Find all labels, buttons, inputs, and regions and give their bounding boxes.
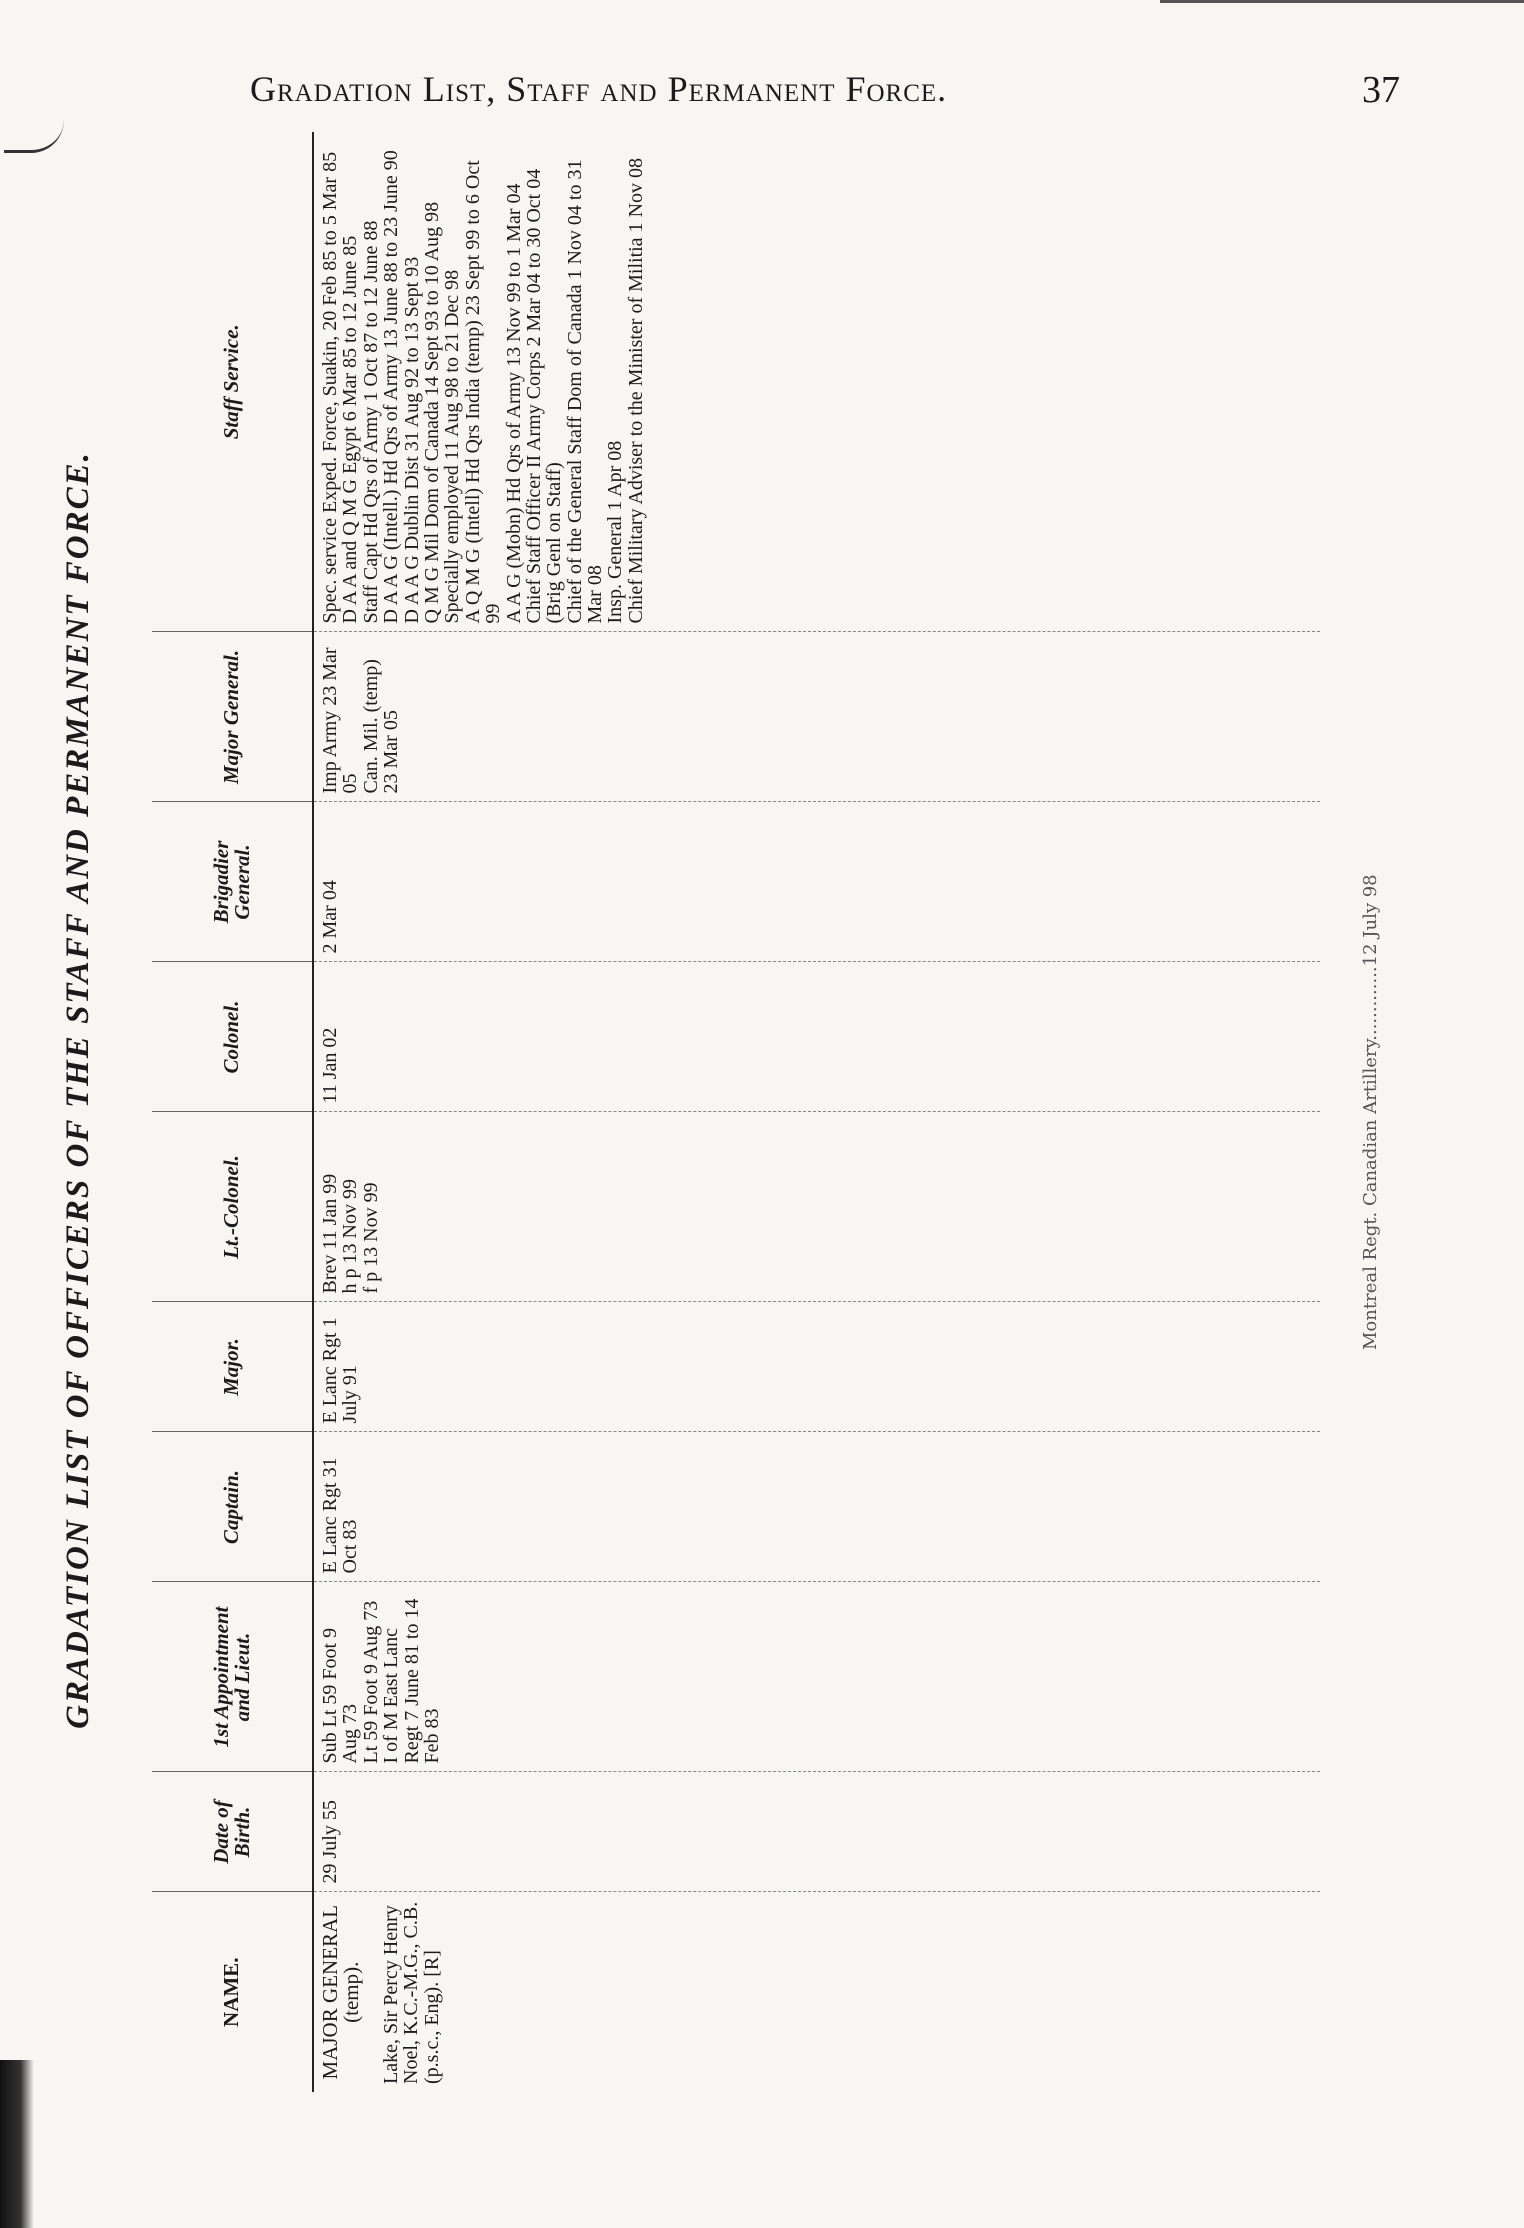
staff-service-line: Q M G Mil Dom of Canada 14 Sept 93 to 10 Aug 98: [420, 201, 443, 624]
staff-service-line: Chief Military Adviser to the Minister of Militia 1 Nov 08: [624, 157, 647, 624]
margin-bracket-mark: [4, 120, 64, 153]
page-number: 37: [1362, 69, 1400, 111]
staff-service-line: A Q M G (Intell) Hd Qrs India (temp) 23 Sept 99 to 6 Oct 99: [461, 160, 505, 624]
gradation-table: [152, 132, 1320, 2092]
first-appointment-cell: Sub Lt 59 Foot 9 Aug 73 Lt 59 Foot 9 Aug 73 I of M East Lanc Regt 7 June 81 to 14 Feb 83: [313, 1582, 1320, 1772]
scan-edge-shadow: [0, 2060, 34, 2228]
top-edge-rule: [1160, 0, 1524, 3]
column-header-date-of-birth: Date of Birth.: [152, 1772, 313, 1892]
staff-service-line: Spec. service Exped. Force, Suakin, 20 Feb 85 to 5 Mar 85: [319, 151, 341, 624]
column-header-first-appointment: 1st Appointment and Lieut.: [152, 1582, 313, 1772]
lt-colonel-cell: Brev 11 Jan 99 h p 13 Nov 99 f p 13 Nov 99: [313, 1112, 1320, 1302]
rotated-page-body: [60, 70, 1390, 2110]
running-head: Gradation List, Staff and Permanent Force.: [250, 69, 948, 109]
staff-service-line: D A A and Q M G Egypt 6 Mar 85 to 12 June 85: [339, 235, 362, 624]
table-row: [313, 132, 1320, 2092]
date-of-birth-cell: 29 July 55: [313, 1772, 1320, 1892]
staff-service-line: Chief of the General Staff Dom of Canada 1 Nov 04 to 31 Mar 08: [563, 159, 607, 624]
staff-service-line: D A A G (Intell.) Hd Qrs of Army 13 June 88 to 23 June 90: [380, 150, 403, 624]
brigadier-general-cell: 2 Mar 04: [313, 802, 1320, 962]
column-header-row: [152, 132, 313, 2092]
staff-service-line: D A A G Dublin Dist 31 Aug 92 to 13 Sept 93: [400, 256, 423, 624]
column-header-lt-colonel: Lt.-Colonel.: [152, 1112, 313, 1302]
column-header-colonel: Colonel.: [152, 962, 313, 1112]
column-header-captain: Captain.: [152, 1432, 313, 1582]
staff-service-cell: [313, 132, 1320, 632]
staff-service-line: Chief Staff Officer II Army Corps 2 Mar 04 to 30 Oct 04 (Brig Genl on Staff): [522, 168, 566, 624]
name-cell: [313, 1892, 1320, 2092]
column-header-staff-service: Staff Service.: [152, 132, 313, 632]
column-header-major-general: Major General.: [152, 632, 313, 802]
column-header-name: NAME.: [152, 1892, 313, 2092]
page-title: GRADATION LIST OF OFFICERS OF THE STAFF AND PERMANENT FORCE.: [60, 451, 96, 1729]
officer-name: Lake, Sir Percy Henry Noel, K.C.-M.G., C.B. (p.s.c., Eng). [R]: [379, 1901, 443, 2084]
staff-service-line: A A G (Mobn) Hd Qrs of Army 13 Nov 99 to 1 Mar 04: [502, 183, 525, 624]
staff-service-line: Staff Capt Hd Qrs of Army 1 Oct 87 to 12 June 88: [359, 220, 382, 624]
colonel-cell: 11 Jan 02: [313, 962, 1320, 1112]
rank-heading: MAJOR GENERAL (temp).: [318, 1905, 364, 2080]
staff-service-line: Specially employed 11 Aug 98 to 21 Dec 98: [441, 269, 464, 624]
major-cell: E Lanc Rgt 1 July 91: [313, 1302, 1320, 1432]
staff-service-line: Insp. General 1 Apr 08: [604, 440, 627, 624]
captain-cell: E Lanc Rgt 31 Oct 83: [313, 1432, 1320, 1582]
previous-page-fragment: Montreal Regt. Canadian Artillery.............12 July 98: [1360, 874, 1381, 1350]
column-header-major: Major.: [152, 1302, 313, 1432]
major-general-cell: Imp Army 23 Mar 05 Can. Mil. (temp) 23 Mar 05: [313, 632, 1320, 802]
column-header-brigadier-general: Brigadier General.: [152, 802, 313, 962]
